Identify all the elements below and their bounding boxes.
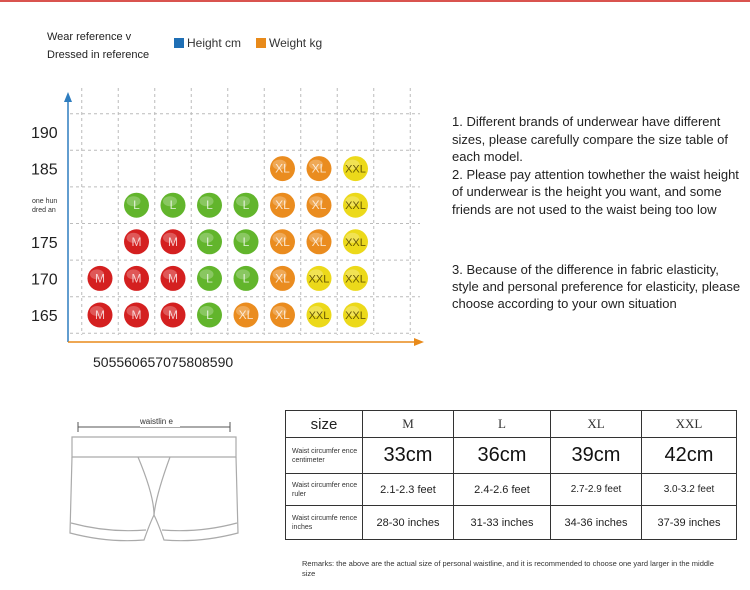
- data-point-label: XL: [311, 198, 327, 213]
- legend-height-label: Height cm: [187, 36, 242, 50]
- legend-subtitle: Dressed in reference: [47, 49, 150, 61]
- y-tick-label: 175: [31, 234, 58, 252]
- data-point-label: L: [206, 234, 213, 249]
- y-tick-label: 165: [31, 308, 58, 325]
- note-3: 3. Because of the difference in fabric elasticity, style and personal preference for elasticity, please choose according to your own situation: [452, 262, 741, 311]
- y-tick-label: 170: [31, 271, 58, 289]
- leg-hem-left: [71, 523, 146, 531]
- data-point-label: M: [131, 234, 142, 249]
- data-point-label: XL: [275, 271, 290, 286]
- row-label: Waist circumfe rence inches: [286, 506, 363, 540]
- table-row: [286, 474, 737, 506]
- x-axis-arrow-icon: [414, 338, 424, 346]
- top-border-line: [0, 0, 750, 2]
- table-cell: 33cm: [363, 438, 454, 474]
- table-row: [286, 506, 737, 540]
- data-point-label: XXL: [345, 200, 366, 213]
- data-point-label: L: [206, 271, 213, 286]
- table-cell: 31-33 inches: [454, 506, 551, 540]
- data-point-label: XL: [275, 198, 290, 213]
- header-xxl: XXL: [642, 411, 737, 438]
- data-point-label: L: [133, 198, 140, 213]
- legend-height: [174, 36, 241, 50]
- table-cell: 2.1-2.3 feet: [363, 474, 454, 506]
- x-tick-labels: 505560657075808590: [93, 354, 234, 370]
- data-point-label: L: [206, 308, 213, 322]
- table-cell: 2.4-2.6 feet: [454, 474, 551, 506]
- pouch-line: [138, 457, 154, 515]
- data-point-label: L: [206, 198, 213, 213]
- data-point-label: L: [242, 271, 250, 286]
- data-point-label: XL: [275, 161, 290, 176]
- y-axis-arrow-icon: [64, 92, 72, 102]
- data-point-label: XXL: [345, 236, 366, 249]
- legend-weight: [256, 36, 322, 50]
- table-header-row: [286, 411, 737, 438]
- table-cell: 39cm: [551, 438, 642, 474]
- header-l: L: [454, 411, 551, 438]
- legend-title: Wear reference v: [47, 31, 132, 43]
- data-point-label: XL: [275, 308, 290, 322]
- data-point-label: XL: [238, 308, 254, 322]
- data-point-label: M: [168, 234, 178, 249]
- data-point-label: M: [131, 308, 142, 322]
- height-swatch-icon: [174, 38, 184, 48]
- data-point-label: L: [242, 198, 250, 213]
- data-point-label: XL: [275, 234, 290, 249]
- table-cell: 36cm: [454, 438, 551, 474]
- header-m: M: [363, 411, 454, 438]
- leg-hem-right: [162, 523, 237, 531]
- data-point-label: M: [131, 271, 142, 286]
- header-size: size: [286, 411, 363, 438]
- data-point-label: L: [169, 198, 177, 213]
- table-cell: 2.7-2.9 feet: [551, 474, 642, 506]
- weight-swatch-icon: [256, 38, 266, 48]
- data-point-label: M: [95, 271, 105, 286]
- y-tick-label: 190: [31, 125, 58, 142]
- data-point-label: M: [168, 308, 178, 322]
- note-1: 1. Different brands of underwear have different sizes, please carefully compare the size table of each model.: [452, 114, 729, 164]
- data-point-label: L: [242, 234, 250, 249]
- notes-block-2: [452, 261, 742, 312]
- underwear-diagram: [68, 415, 268, 575]
- data-point-label: M: [168, 271, 178, 286]
- data-point-label: M: [95, 308, 105, 322]
- table-cell: 42cm: [642, 438, 737, 474]
- waistband: [72, 437, 236, 457]
- y-tick-label: dred an: [32, 207, 56, 215]
- table-cell: 28-30 inches: [363, 506, 454, 540]
- legend-weight-label: Weight kg: [269, 36, 323, 50]
- data-point-label: XXL: [308, 273, 330, 286]
- data-point-label: XXL: [345, 310, 366, 322]
- table-cell: 37-39 inches: [642, 506, 737, 540]
- remarks-text: Remarks: the above are the actual size of personal waistline, and it is recommended to choose one yard larger in the middle size: [302, 559, 714, 578]
- table-row: [286, 438, 737, 474]
- data-point-label: XXL: [345, 273, 366, 286]
- table-cell: 3.0-3.2 feet: [642, 474, 737, 506]
- header-xl: XL: [551, 411, 642, 438]
- data-point-label: XXL: [345, 163, 366, 176]
- pouch-line-2: [154, 457, 170, 515]
- table-cell: 34-36 inches: [551, 506, 642, 540]
- data-point-label: XL: [311, 161, 327, 176]
- note-2: 2. Please pay attention towhether the waist height of underwear is the height you want, and some friends are not used to the waist being too low: [452, 166, 739, 217]
- y-tick-label: 185: [31, 161, 58, 179]
- size-chart: [0, 80, 440, 380]
- row-label: Waist circumfer ence ruler: [286, 474, 363, 506]
- data-point-label: XXL: [308, 310, 330, 322]
- row-label: Waist circumfer ence centimeter: [286, 438, 363, 474]
- notes-block-1: [452, 113, 742, 218]
- data-point-label: XL: [311, 234, 327, 249]
- y-tick-label: one hun: [32, 198, 58, 206]
- size-table: [285, 410, 737, 540]
- waistline-label: waistlin e: [140, 417, 180, 427]
